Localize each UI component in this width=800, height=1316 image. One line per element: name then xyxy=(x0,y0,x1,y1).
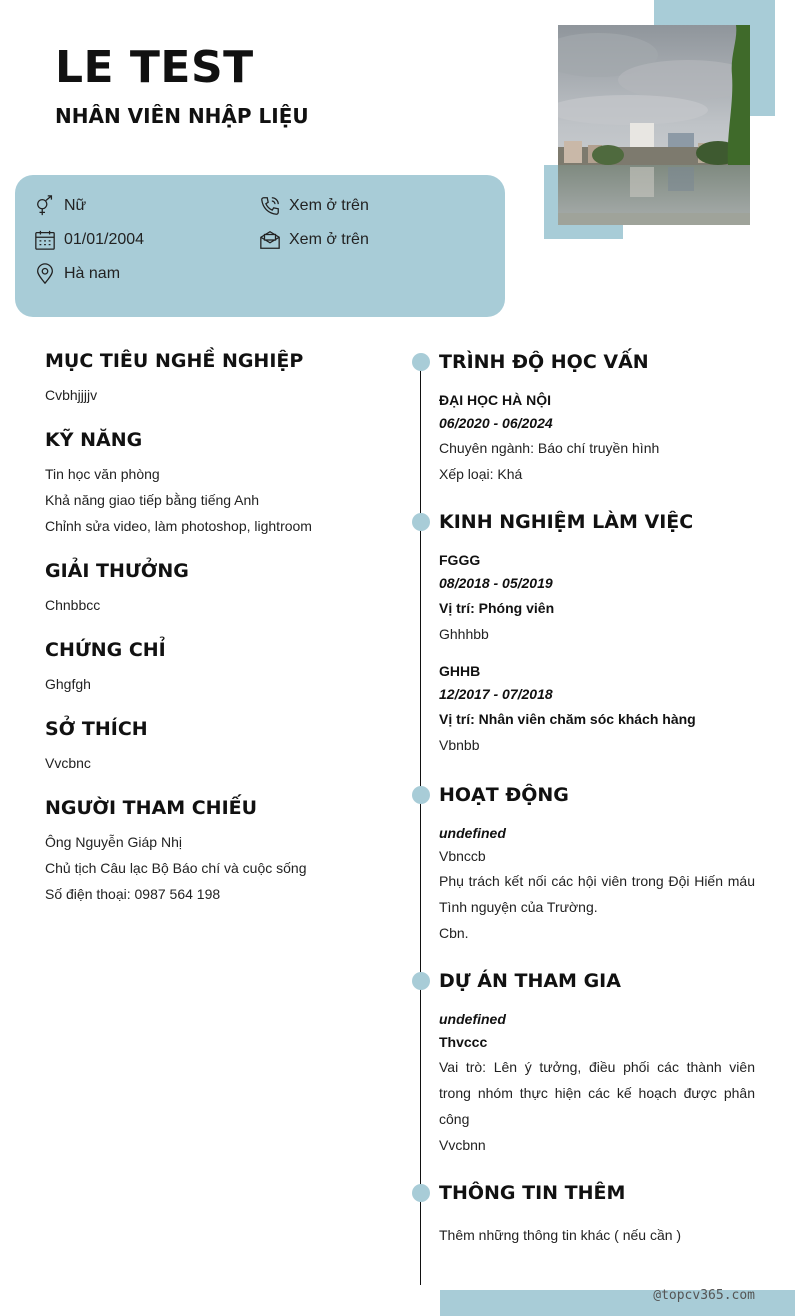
certificate-line: Ghgfgh xyxy=(45,676,91,692)
gender-value: Nữ xyxy=(64,197,87,214)
timeline-dot xyxy=(412,786,430,804)
project-period: undefined xyxy=(439,1011,506,1027)
section-experience xyxy=(439,511,755,758)
timeline-dot xyxy=(412,513,430,531)
phone-value: Xem ở trên xyxy=(289,197,369,214)
education-period: 06/2020 - 06/2024 xyxy=(439,415,553,431)
contact-address xyxy=(34,263,120,285)
additional-text: Thêm những thông tin khác ( nếu cần ) xyxy=(439,1227,682,1243)
section-title: GIẢI THƯỞNG xyxy=(45,560,189,582)
company-name: FGGG xyxy=(439,552,481,568)
education-major: Chuyên ngành: Báo chí truyền hình xyxy=(439,440,660,456)
section-title: NGƯỜI THAM CHIẾU xyxy=(45,797,258,819)
section-title: CHỨNG CHỈ xyxy=(45,639,166,661)
award-line: Chnbbcc xyxy=(45,597,101,613)
candidate-name: LE TEST xyxy=(55,42,254,93)
section-title: HOẠT ĐỘNG xyxy=(439,784,569,806)
project-description: Vai trò: Lên ý tưởng, điều phối các thành viên trong nhóm thực hiện các kế hoạch được phân công xyxy=(439,1059,755,1127)
calendar-icon xyxy=(34,229,56,251)
activity-period: undefined xyxy=(439,825,506,841)
contact-gender xyxy=(34,195,86,217)
timeline-dot xyxy=(412,353,430,371)
reference-line: Chủ tịch Câu lạc Bộ Báo chí và cuộc sống xyxy=(45,860,307,876)
contact-email xyxy=(259,229,369,251)
job-period: 08/2018 - 05/2019 xyxy=(439,575,553,591)
education-rank: Xếp loại: Khá xyxy=(439,466,523,482)
section-title: THÔNG TIN THÊM xyxy=(439,1182,626,1204)
reference-line: Ông Nguyễn Giáp Nhị xyxy=(45,834,182,850)
hobby-line: Vvcbnc xyxy=(45,755,91,771)
section-skills xyxy=(45,429,385,539)
section-title: SỞ THÍCH xyxy=(45,718,148,740)
job-period: 12/2017 - 07/2018 xyxy=(439,686,553,702)
project-extra: Vvcbnn xyxy=(439,1137,486,1153)
phone-icon xyxy=(259,195,281,217)
section-additional-info xyxy=(439,1182,755,1248)
reference-line: Số điện thoại: 0987 564 198 xyxy=(45,886,221,902)
contact-info-box xyxy=(15,175,505,317)
section-projects xyxy=(439,970,755,1158)
gender-icon xyxy=(34,195,56,217)
section-education xyxy=(439,351,755,487)
skill-line: Chỉnh sửa video, làm photoshop, lightroom xyxy=(45,518,312,534)
section-title: DỰ ÁN THAM GIA xyxy=(439,970,621,992)
job-description: Ghhhbb xyxy=(439,626,489,642)
timeline-dot xyxy=(412,972,430,990)
email-value: Xem ở trên xyxy=(289,231,369,248)
address-value: Hà nam xyxy=(64,265,121,282)
activity-description: Phụ trách kết nối các hội viên trong Đội Hiến máu Tình nguyện của Trường. xyxy=(439,873,755,915)
section-awards xyxy=(45,560,385,618)
watermark: @topcv365.com xyxy=(653,1288,755,1303)
timeline-dot xyxy=(412,1184,430,1202)
section-title: TRÌNH ĐỘ HỌC VẤN xyxy=(439,351,649,373)
contact-phone xyxy=(259,195,369,217)
school-name: ĐẠI HỌC HÀ NỘI xyxy=(439,392,551,408)
section-title: MỤC TIÊU NGHỀ NGHIỆP xyxy=(45,350,304,372)
birthday-value: 01/01/2004 xyxy=(64,231,145,248)
location-icon xyxy=(34,263,56,285)
section-certificates xyxy=(45,639,385,697)
job-role: Vị trí: Phóng viên xyxy=(439,600,555,616)
left-column xyxy=(45,350,385,928)
timeline-line xyxy=(420,362,421,1285)
skill-line: Tin học văn phòng xyxy=(45,466,160,482)
activity-organization: Vbnccb xyxy=(439,848,486,864)
skill-line: Khả năng giao tiếp bằng tiếng Anh xyxy=(45,492,260,508)
project-name: Thvccc xyxy=(439,1034,488,1050)
company-name: GHHB xyxy=(439,663,481,679)
objective-line: Cvbhjjjjv xyxy=(45,387,98,403)
section-objective xyxy=(45,350,385,408)
section-title: KINH NGHIỆM LÀM VIỆC xyxy=(439,511,694,533)
job-description: Vbnbb xyxy=(439,737,480,753)
job-role: Vị trí: Nhân viên chăm sóc khách hàng xyxy=(439,711,696,727)
section-title: KỸ NĂNG xyxy=(45,429,143,451)
section-hobbies xyxy=(45,718,385,776)
section-references xyxy=(45,797,385,907)
profile-photo xyxy=(558,25,750,225)
section-activities xyxy=(439,784,755,946)
activity-extra: Cbn. xyxy=(439,925,469,941)
job-position: NHÂN VIÊN NHẬP LIỆU xyxy=(55,104,309,128)
email-icon xyxy=(259,229,281,251)
contact-birthday xyxy=(34,229,144,251)
